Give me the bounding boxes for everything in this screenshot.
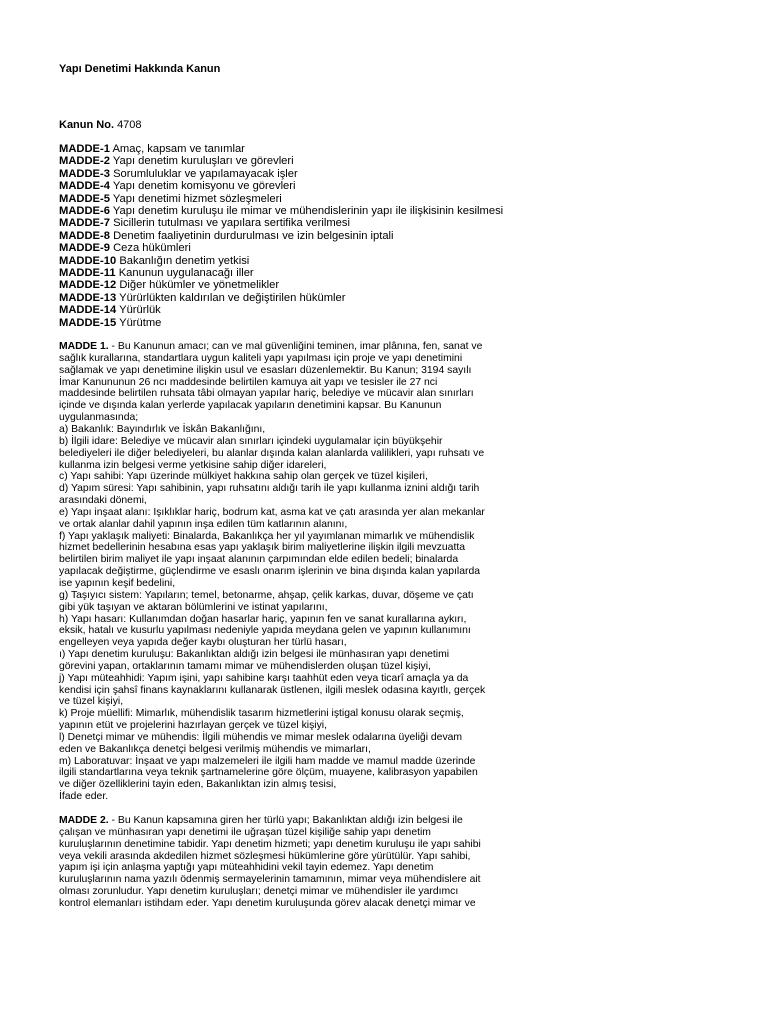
toc-item: [59, 242, 749, 254]
toc-item-code: MADDE-8: [59, 229, 110, 242]
article-line: görevini yapan, ortaklarının tamamı mimar ve mühendislerden oluşan tüzel kişiyi,: [59, 660, 431, 672]
toc-item-code: MADDE-12: [59, 279, 117, 292]
article-line: c) Yapı sahibi: Yapı üzerinde mülkiyet hakkına sahip olan gerçek ve tüzel kişileri,: [59, 471, 428, 483]
article-line: a) Bakanlık: Bayındırlık ve İskân Bakanlığını,: [59, 424, 266, 435]
article-line: f) Yapı yaklaşık maliyeti: Binalarda, Bakanlıkça her yıl yayımlanan mimarlık ve mühendislik: [59, 530, 475, 542]
table-of-contents: [59, 143, 749, 329]
toc-item-text: Yürürlük: [119, 304, 161, 317]
toc-item: [59, 155, 749, 167]
toc-item-code: MADDE-11: [59, 267, 116, 280]
toc-item-code: MADDE-15: [59, 316, 117, 329]
toc-item-text: Yapı denetimi hizmet sözleşmeleri: [112, 192, 282, 205]
article-line: belirtilen birim maliyet ile yapı inşaat alanının çarpımından elde edilen bedeli; binalarda: [59, 554, 459, 566]
article-line: kontrol elemanları istihdam eder. Yapı denetim kuruluşunda görev alacak denetçi mimar ve: [59, 897, 476, 909]
article-line: b) İlgili idare: Belediye ve mücavir alan sınırları içindeki uygulamalar için büyükşehir: [59, 435, 443, 447]
toc-item: [59, 317, 749, 329]
toc-item-code: MADDE-4: [59, 180, 110, 193]
article-line: kullanma izin belgesi verme yetkisine sahip diğer idareleri,: [59, 459, 327, 471]
toc-item-text: Denetim faaliyetinin durdurulması ve izin belgesinin iptali: [113, 229, 394, 242]
article-line: yapılacak değiştirme, güçlendirme ve esaslı onarım işlerinin ve bina dışında kalan yapılarda: [59, 566, 481, 578]
article-line: eksik, hatalı ve kusurlu yapılması nedeniyle yapıda meydana gelen ve yapının kullanımını: [59, 625, 471, 637]
toc-item-code: MADDE-7: [59, 217, 110, 230]
article-line: çalışan ve münhasıran yapı denetimi ile uğraşan tüzel kişiliğe sahip yapı denetim: [59, 826, 431, 838]
article-line: h) Yapı hasarı: Kullanımdan doğan hasarlar hariç, yapının fen ve sanat kurallarına aykırı,: [59, 613, 467, 625]
toc-item-text: Yapı denetim komisyonu ve görevleri: [112, 180, 296, 193]
article-heading: MADDE 1.: [59, 341, 109, 353]
toc-item-text: Amaç, kapsam ve tanımlar: [112, 143, 245, 155]
toc-item-text: Yapı denetim kuruluşları ve görevleri: [112, 155, 294, 168]
article-line: eden ve Bakanlıkça denetçi belgesi verilmiş mühendis ve mimarları,: [59, 743, 371, 755]
article-line: hizmet bedellerinin hesabına esas yapı yaklaşık birim maliyetlerine ilişkin ilgili mevzuatta: [59, 542, 465, 554]
document-title: Yapı Denetimi Hakkında Kanun: [59, 63, 221, 75]
toc-item-code: MADDE-2: [59, 155, 110, 168]
article-line: sağlık kurallarına, standartlara uygun kaliteli yapı yapılması için proje ve yapı denetimini: [59, 352, 463, 364]
toc-item-code: MADDE-9: [59, 242, 110, 255]
article-line: belediyeleri ile diğer belediyeleri, bu alanlar dışında kalan alanlarda valilikleri, yapı ruhsatı ve: [59, 447, 485, 459]
toc-item: [59, 279, 749, 291]
article-line: ı) Yapı denetim kuruluşu: Bakanlıktan aldığı izin belgesi ile münhasıran yapı denetimi: [59, 649, 450, 661]
article-line: ve diğer özelliklerini tayin eden, Bakanlıktan izin almış tesisi,: [59, 779, 337, 791]
toc-item: [59, 292, 749, 304]
article-line: uygulanmasında;: [59, 412, 139, 424]
toc-item-text: Diğer hükümler ve yönetmelikler: [119, 279, 280, 292]
toc-item-text: Kanunun uygulanacağı iller: [118, 267, 254, 280]
article-line: k) Proje müellifi: Mimarlık, mühendislik tasarım hizmetlerini iştigal konusu olarak seçmiş,: [59, 708, 464, 720]
article-first-line: - Bu Kanun kapsamına giren her türlü yapı; Bakanlıktan aldığı izin belgesi ile: [108, 815, 463, 826]
article-line: ilgili standartlarına veya teknik şartnamelerine göre ölçüm, muayene, kalibrasyon yapabilen: [59, 767, 478, 779]
toc-item-text: Ceza hükümleri: [113, 242, 191, 255]
law-number-value: 4708: [117, 119, 142, 131]
article-heading-line: [59, 815, 749, 827]
toc-item-text: Yürütme: [119, 316, 162, 329]
article-line: maddesinde belirtilen ruhsata tâbi olmayan yapılar hariç, belediye ve mücavir alan sınırları: [59, 388, 474, 400]
toc-item-text: Bakanlığın denetim yetkisi: [119, 254, 250, 267]
toc-item: [59, 205, 749, 217]
toc-item-text: Yapı denetim kuruluşu ile mimar ve mühendislerinin yapı ile ilişkisinin kesilmesi: [112, 205, 504, 218]
toc-item-code: MADDE-1: [59, 143, 110, 155]
toc-item-code: MADDE-6: [59, 205, 110, 218]
law-number-line: [59, 118, 749, 132]
article-line: içinde ve dışında kalan yerlerde yapılacak yapıların denetimini kapsar. Bu Kanunun: [59, 400, 442, 412]
toc-item: [59, 143, 749, 155]
article-line: m) Laboratuvar: İnşaat ve yapı malzemeleri ile ilgili ham madde ve mamul madde üzerinde: [59, 755, 476, 767]
article-2: [59, 815, 749, 910]
article-line: kuruluşlarının denetimine tabidir. Yapı denetim hizmeti; yapı denetim kuruluşu ile yapı sahibi: [59, 838, 481, 850]
toc-item: [59, 255, 749, 267]
article-line: ise yapının keşif bedelini,: [59, 577, 176, 589]
article-line: j) Yapı müteahhidi: Yapım işini, yapı sahibine karşı taahhüt eden veya ticarî amaçla ya da: [59, 672, 469, 684]
toc-item-code: MADDE-10: [59, 254, 117, 267]
toc-item: [59, 304, 749, 316]
toc-item: [59, 180, 749, 192]
article-line: ve tüzel kişiyi,: [59, 696, 124, 708]
article-line: g) Taşıyıcı sistem: Yapıların; temel, betonarme, ahşap, çelik karkas, duvar, döşeme ve çatı: [59, 589, 474, 601]
toc-item-text: Sicillerin tutulması ve yapılara sertifika verilmesi: [113, 217, 350, 230]
article-line: kuruluşlarının nama yazılı ödenmiş sermayelerinin tamamının, mimar veya mühendislere ait: [59, 874, 481, 886]
article-line: e) Yapı inşaat alanı: Işıklıklar hariç, bodrum kat, asma kat ve çatı arasında yer alan mekanlar: [59, 506, 485, 518]
article-line: d) Yapım süresi: Yapı sahibinin, yapı ruhsatını aldığı tarih ile yapı kullanma iznini aldığı tarih: [59, 483, 480, 495]
toc-item: [59, 267, 749, 279]
toc-item: [59, 193, 749, 205]
document-body: [59, 62, 749, 910]
toc-item-code: MADDE-13: [59, 291, 117, 304]
article-line: veya vekili arasında akdedilen hizmet sözleşmesi hükümlerine göre yürütülür. Yapı sahibi,: [59, 850, 471, 862]
article-heading-line: [59, 341, 749, 353]
toc-item: [59, 217, 749, 229]
article-line: gibi yük taşıyan ve aktaran bölümlerini ve istinat yapılarını,: [59, 601, 328, 613]
toc-item: [59, 168, 749, 180]
article-line: yapım işi için anlaşma yaptığı yapı müteahhidini vekil tayin edemez. Yapı denetim: [59, 862, 434, 874]
toc-item-text: Sorumluluklar ve yapılamayacak işler: [113, 167, 298, 180]
article-first-line: - Bu Kanunun amacı; can ve mal güvenliğini teminen, imar plânına, fen, sanat ve: [108, 341, 483, 353]
article-heading: MADDE 2.: [59, 815, 109, 826]
toc-item-code: MADDE-14: [59, 304, 117, 317]
article-line: yapının etüt ve projelerini hazırlayan gerçek ve tüzel kişiyi,: [59, 720, 327, 732]
law-number-label: Kanun No.: [59, 119, 114, 131]
article-line: olması zorunludur. Yapı denetim kuruluşları; denetçi mimar ve mühendisler ile yardımcı: [59, 886, 459, 898]
article-line: kendisi için şahsî finans kaynaklarını kullanarak üstlenen, ilgili meslek odasına kayıtlı, gerçek: [59, 684, 486, 696]
toc-item-text: Yürürlükten kaldırılan ve değiştirilen hükümler: [119, 291, 346, 304]
article-line: ve ortak alanlar dahil yapının inşa edilen tüm katlarının alanını,: [59, 518, 348, 530]
article-line: arasındaki dönemi,: [59, 495, 147, 507]
article-line: l) Denetçi mimar ve mühendis: İlgili mühendis ve mimar meslek odalarına üyeliği devam: [59, 731, 463, 743]
article-line: İfade eder.: [59, 791, 109, 803]
article-line: engelleyen veya yapıda değer kaybı oluşturan her türlü hasarı,: [59, 637, 347, 649]
toc-item-code: MADDE-5: [59, 192, 110, 205]
article-line: İmar Kanununun 26 ncı maddesinde belirtilen kamuya ait yapı ve tesisler ile 27 nci: [59, 376, 438, 388]
article-1: [59, 341, 749, 803]
toc-item-code: MADDE-3: [59, 167, 110, 180]
article-line: sağlamak ve yapı denetimine ilişkin usul ve esasları düzenlemektir. Bu Kanun; 3194 sayılı: [59, 364, 472, 376]
toc-item: [59, 230, 749, 242]
